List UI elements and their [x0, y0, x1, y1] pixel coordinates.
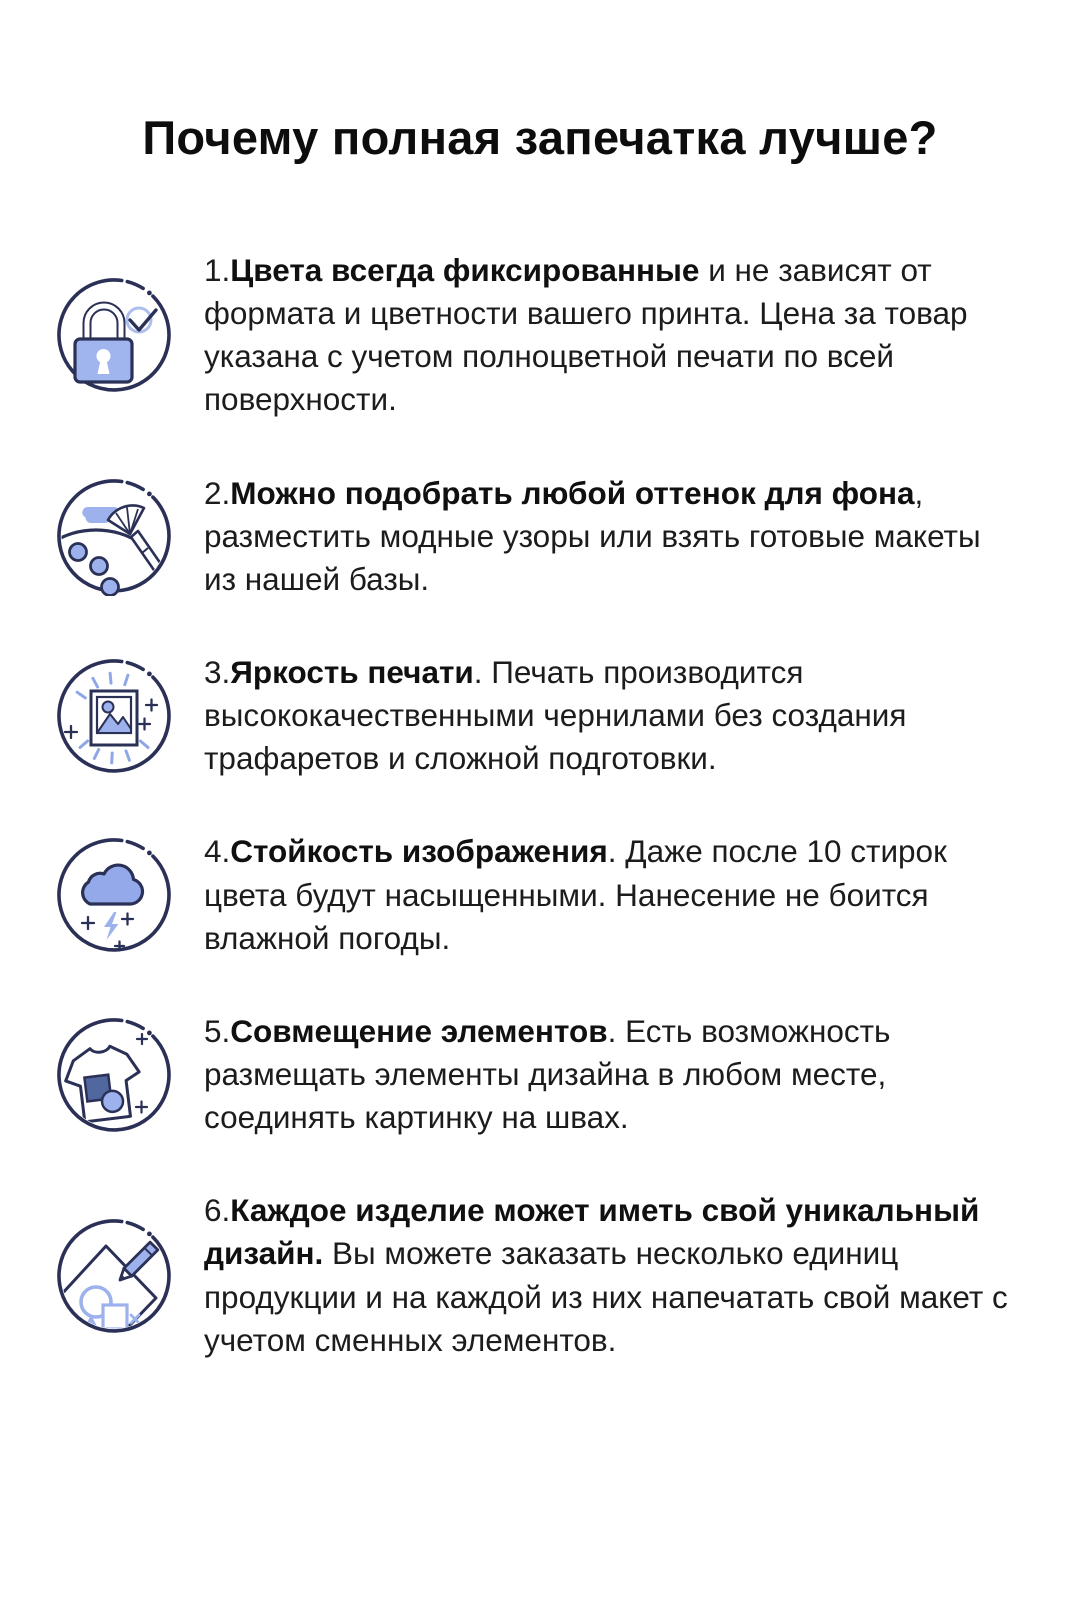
feature-item-4	[54, 830, 1012, 959]
item-number: 2.	[204, 474, 231, 511]
item-bold-lead: Каждое изделие может иметь свой уникальный дизайн.	[204, 1192, 980, 1272]
feature-item-3	[54, 651, 1012, 780]
feature-text	[204, 472, 1012, 601]
tshirt-design-icon	[54, 1015, 174, 1135]
item-bold-lead: Яркость печати	[230, 653, 474, 690]
item-bold-lead: Совмещение элементов	[230, 1012, 608, 1049]
page-title: Почему полная запечатка лучше?	[142, 111, 938, 164]
feature-list	[54, 249, 1012, 1362]
feature-item-5	[54, 1010, 1012, 1139]
feature-text	[204, 830, 1012, 959]
feature-item-6	[54, 1189, 1012, 1362]
item-number: 4.	[204, 833, 231, 870]
cloud-lightning-icon	[54, 835, 174, 955]
palette-brush-icon	[54, 476, 174, 596]
item-rest: и не зависят от формата и цветности вашего принта. Цена за товар указана с учетом полноцветной печати по всей поверхности.	[204, 252, 968, 418]
item-number: 3.	[204, 653, 231, 690]
feature-item-2	[54, 472, 1012, 601]
item-rest: . Даже после 10 стирок цвета будут насыщенными. Нанесение не боится влажной погоды.	[204, 833, 947, 956]
photo-brightness-icon	[54, 656, 174, 776]
item-bold-lead: Цвета всегда фиксированные	[230, 252, 700, 288]
item-bold-lead: Стойкость изображения	[230, 833, 608, 870]
item-rest: , разместить модные узоры или взять готовые макеты из нашей базы.	[204, 474, 981, 597]
item-rest: . Печать производится высококачественными чернилами без создания трафаретов и сложной подготовки.	[204, 653, 907, 777]
pencil-sketch-icon	[54, 1216, 174, 1336]
item-number: 1.	[204, 252, 231, 288]
item-number: 6.	[204, 1192, 231, 1229]
feature-text	[204, 249, 1012, 422]
item-rest: . Есть возможность размещать элементы дизайна в любом месте, соединять картинку на швах.	[204, 1012, 891, 1136]
item-bold-lead: Можно подобрать любой оттенок для фона	[230, 474, 915, 511]
feature-text	[204, 651, 1012, 780]
lock-check-icon	[54, 275, 174, 395]
feature-text	[204, 1010, 1012, 1139]
feature-item-1	[54, 249, 1012, 422]
item-rest: Вы можете заказать несколько единиц продукции и на каждой из них напечатать свой макет с учетом сменных элементов.	[204, 1235, 1008, 1358]
item-number: 5.	[204, 1012, 231, 1049]
feature-text	[204, 1189, 1012, 1362]
